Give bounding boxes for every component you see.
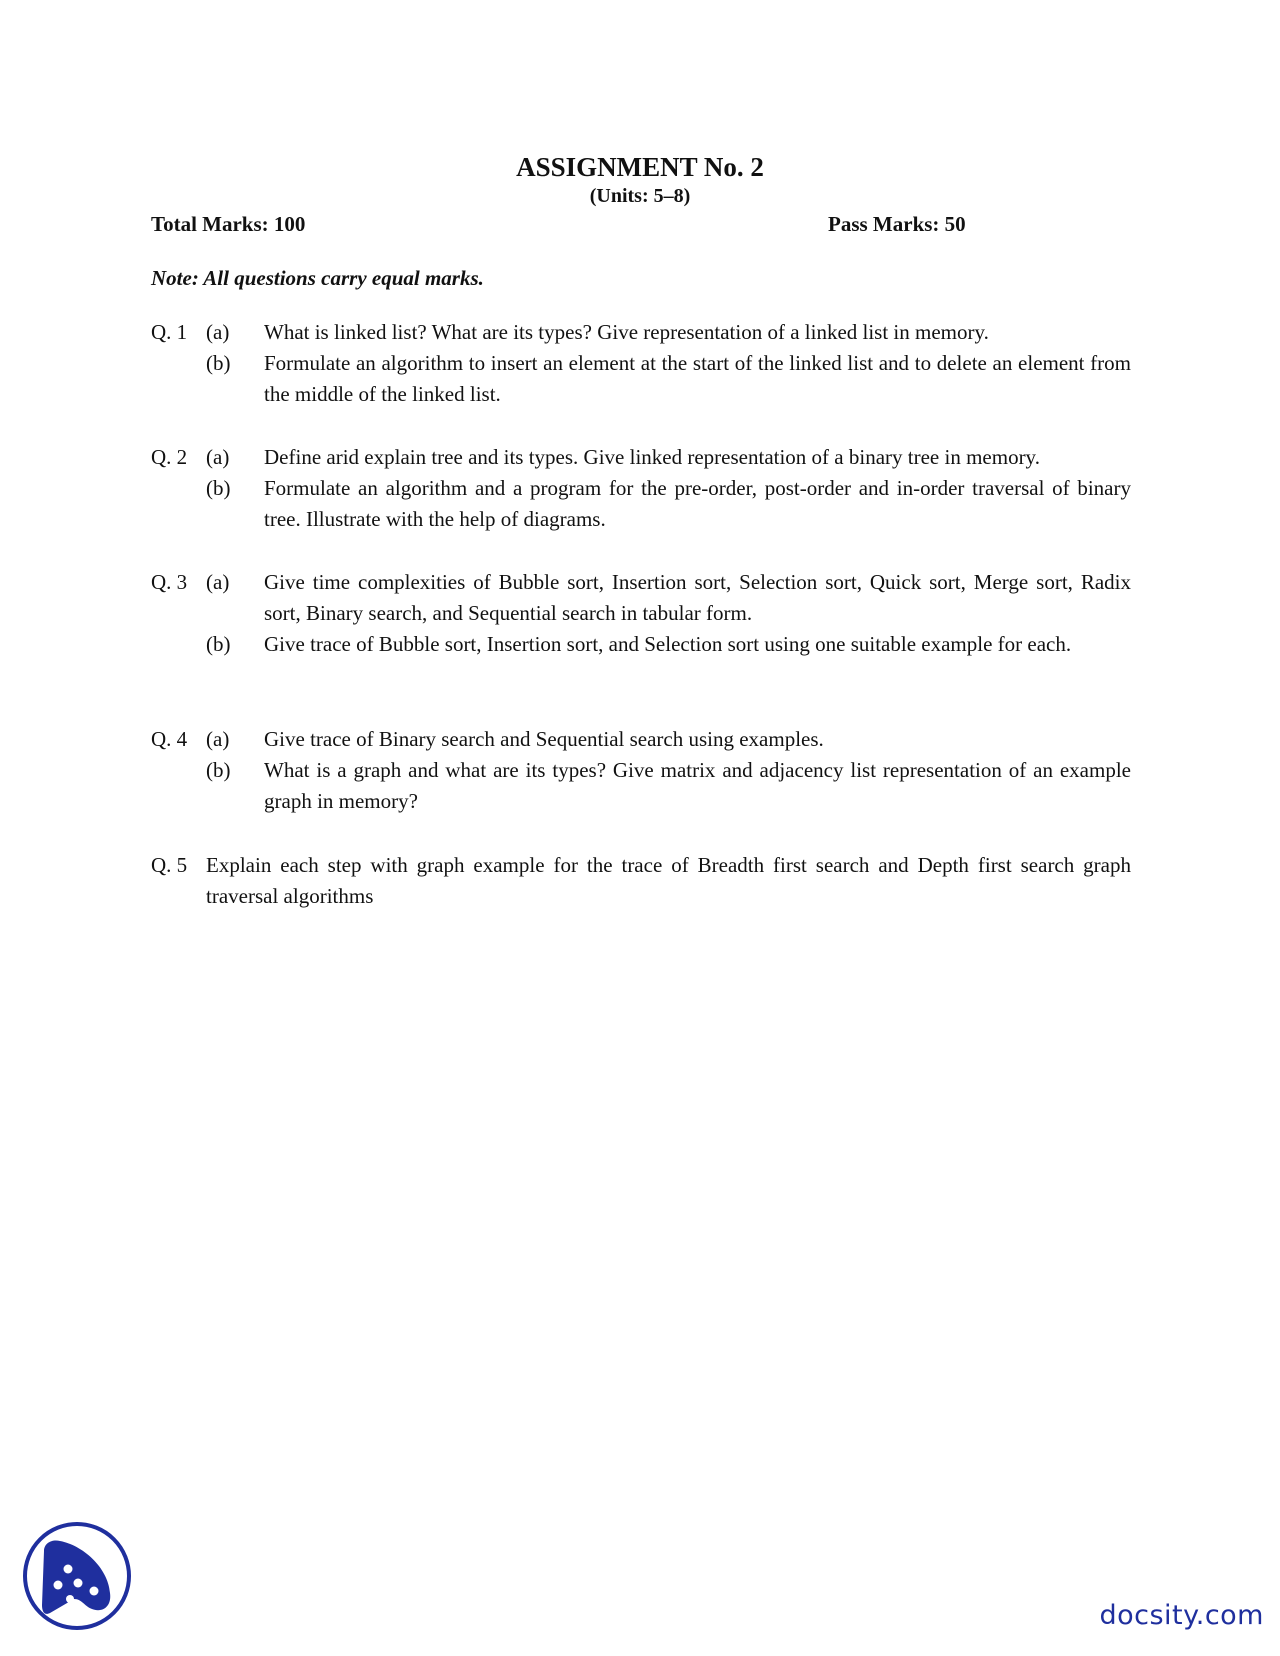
question-4-part-b: [151, 755, 1131, 817]
question-number: Q. 5: [151, 853, 188, 877]
part-label: (a): [206, 727, 230, 751]
question-number: Q. 2: [151, 445, 188, 469]
total-marks: Total Marks: 100: [151, 212, 306, 236]
part-text: Give trace of Binary search and Sequential search using examples.: [264, 727, 824, 751]
question-number: Q. 4: [151, 727, 188, 751]
pass-marks: Pass Marks: 50: [828, 212, 966, 236]
question-4-part-a: [151, 724, 1131, 755]
question-1-part-b: [151, 348, 1131, 410]
part-label: (b): [206, 476, 231, 500]
part-text: What is linked list? What are its types? Give representation of a linked list in memory.: [264, 320, 989, 344]
question-5-body: [151, 850, 1131, 912]
docsity-brand[interactable]: docsity.com: [1099, 1600, 1264, 1631]
part-label: (b): [206, 758, 231, 782]
question-2-part-a: [151, 442, 1131, 473]
question-2: [151, 442, 1131, 535]
part-label: (a): [206, 320, 230, 344]
question-3-part-b: [151, 629, 1131, 660]
units-subtitle: (Units: 5–8): [589, 185, 691, 207]
question-3-part-a: [151, 567, 1131, 629]
part-label: (b): [206, 351, 231, 375]
part-text: Formulate an algorithm and a program for the pre-order, post-order and in-order traversal of binary tree. Illustrate with the help of diagrams.: [264, 476, 1131, 531]
part-text: Define arid explain tree and its types. Give linked representation of a binary tree in memory.: [264, 445, 1040, 469]
question-2-part-b: [151, 473, 1131, 535]
question-4: [151, 724, 1131, 817]
question-3: [151, 567, 1131, 660]
docsity-logo-icon[interactable]: [22, 1521, 132, 1631]
assignment-title: ASSIGNMENT No. 2: [516, 152, 764, 182]
part-label: (a): [206, 445, 230, 469]
part-text: Give time complexities of Bubble sort, Insertion sort, Selection sort, Quick sort, Merge sort, Radix sort, Binary search, and Sequential search in tabular form.: [264, 570, 1131, 625]
part-text: Give trace of Bubble sort, Insertion sort, and Selection sort using one suitable example for each.: [264, 632, 1072, 656]
question-5: [151, 850, 1131, 912]
note: Note: All questions carry equal marks.: [151, 266, 484, 290]
question-1: [151, 317, 1131, 410]
part-text: What is a graph and what are its types? Give matrix and adjacency list representation of an example graph in memory?: [264, 758, 1131, 813]
question-1-part-a: [151, 317, 1131, 348]
question-text: Explain each step with graph example for the trace of Breadth first search and Depth first search graph traversal algorithms: [206, 853, 1131, 908]
part-label: (b): [206, 632, 231, 656]
part-text: Formulate an algorithm to insert an element at the start of the linked list and to delete an element from the middle of the linked list.: [264, 351, 1131, 406]
part-label: (a): [206, 570, 230, 594]
question-number: Q. 1: [151, 320, 188, 344]
question-number: Q. 3: [151, 570, 188, 594]
